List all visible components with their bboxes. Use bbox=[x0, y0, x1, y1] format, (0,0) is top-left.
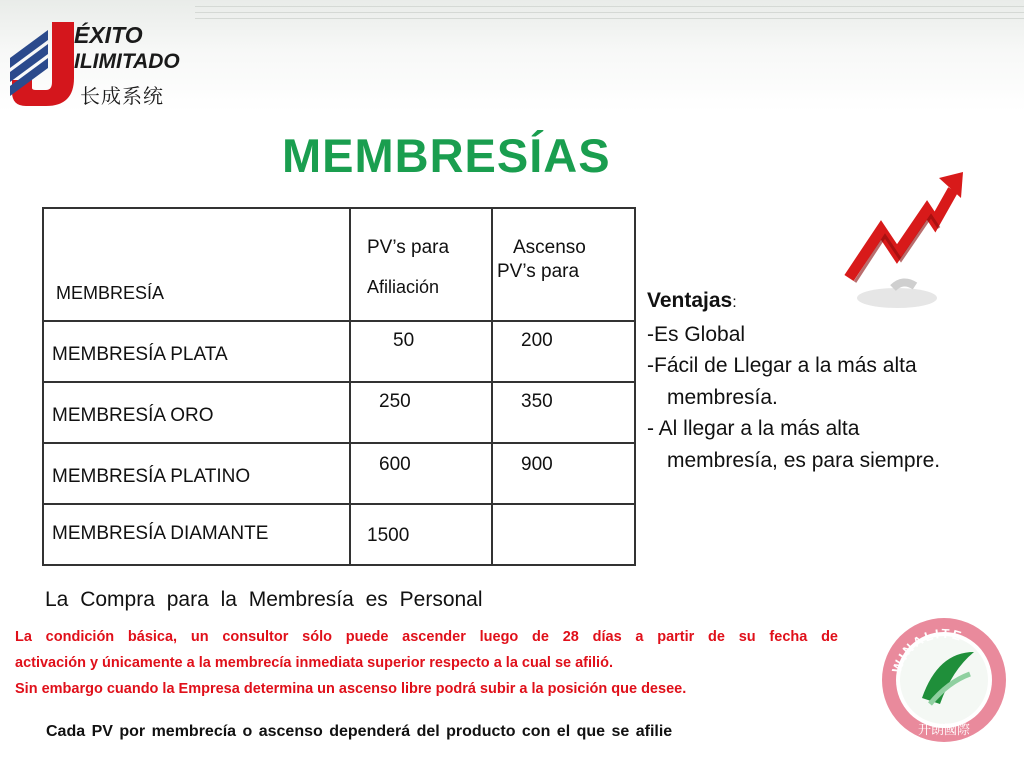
table-row bbox=[43, 443, 635, 504]
affiliation-pv: 600 bbox=[379, 454, 411, 475]
condition-line: Sin embargo cuando la Empresa determina un ascenso libre podrá subir a la posición que desee. bbox=[15, 681, 687, 697]
header-ascent-line1: Ascenso bbox=[513, 237, 586, 258]
advantages-list bbox=[647, 285, 940, 476]
table-row bbox=[43, 321, 635, 382]
advantage-item: -Es Global bbox=[647, 322, 746, 346]
logo-text-line2: ILIMITADO bbox=[74, 50, 180, 73]
advantage-item: -Fácil de Llegar a la más alta bbox=[647, 354, 917, 377]
advantage-item: - Al llegar a la más alta bbox=[647, 417, 860, 440]
advantage-item: membresía. bbox=[667, 385, 778, 409]
badge-subtext: 开朗國際 bbox=[917, 723, 971, 738]
affiliation-pv: 250 bbox=[379, 391, 411, 412]
logo-j-icon bbox=[8, 18, 78, 110]
affiliation-pv: 1500 bbox=[367, 525, 410, 546]
header-cell-ascent bbox=[492, 208, 635, 321]
condition-line: activación y únicamente a la membrecía inmediata superior respecto a la cual se afilió. bbox=[15, 655, 613, 671]
logo-text-chinese: 长成系统 bbox=[80, 86, 164, 108]
membership-table bbox=[42, 207, 636, 566]
table-row bbox=[43, 504, 635, 565]
header-affiliation-line1: PV’s para bbox=[367, 237, 450, 258]
table-row bbox=[43, 382, 635, 443]
bottom-note: Cada PV por membrecía o ascenso dependerá del producto con el que se afilie bbox=[46, 723, 673, 740]
page-title: MEMBRESÍAS bbox=[282, 129, 611, 182]
header-cell-affiliation bbox=[350, 208, 492, 321]
conditions-text bbox=[15, 624, 838, 702]
purchase-note: La Compra para la Membresía es Personal bbox=[45, 588, 483, 611]
membership-name: MEMBRESÍA PLATINO bbox=[52, 466, 251, 487]
membership-name: MEMBRESÍA DIAMANTE bbox=[52, 523, 269, 544]
header-membership-label: MEMBRESÍA bbox=[56, 283, 165, 303]
header-affiliation-line2: Afiliación bbox=[367, 277, 440, 297]
condition-line: La condición básica, un consultor sólo puede ascender luego de 28 días a partir de su fecha de bbox=[15, 629, 838, 645]
advantages-title: Ventajas: bbox=[647, 289, 737, 312]
ascent-pv: 200 bbox=[521, 330, 553, 351]
header-cell-membership bbox=[43, 208, 350, 321]
logo-text-line1: ÉXITO bbox=[74, 22, 143, 48]
membership-name: MEMBRESÍA PLATA bbox=[52, 344, 228, 365]
winalite-badge-icon bbox=[878, 612, 1010, 747]
company-logo bbox=[8, 18, 198, 110]
header-ascent-line2: PV’s para bbox=[497, 261, 580, 282]
ascent-pv: 900 bbox=[521, 454, 553, 475]
membership-name: MEMBRESÍA ORO bbox=[52, 405, 214, 426]
badge-text: WINALITE bbox=[888, 625, 965, 675]
ascent-pv: 350 bbox=[521, 391, 553, 412]
affiliation-pv: 50 bbox=[393, 330, 415, 351]
table-header-row bbox=[43, 208, 635, 321]
advantage-item: membresía, es para siempre. bbox=[667, 448, 941, 472]
